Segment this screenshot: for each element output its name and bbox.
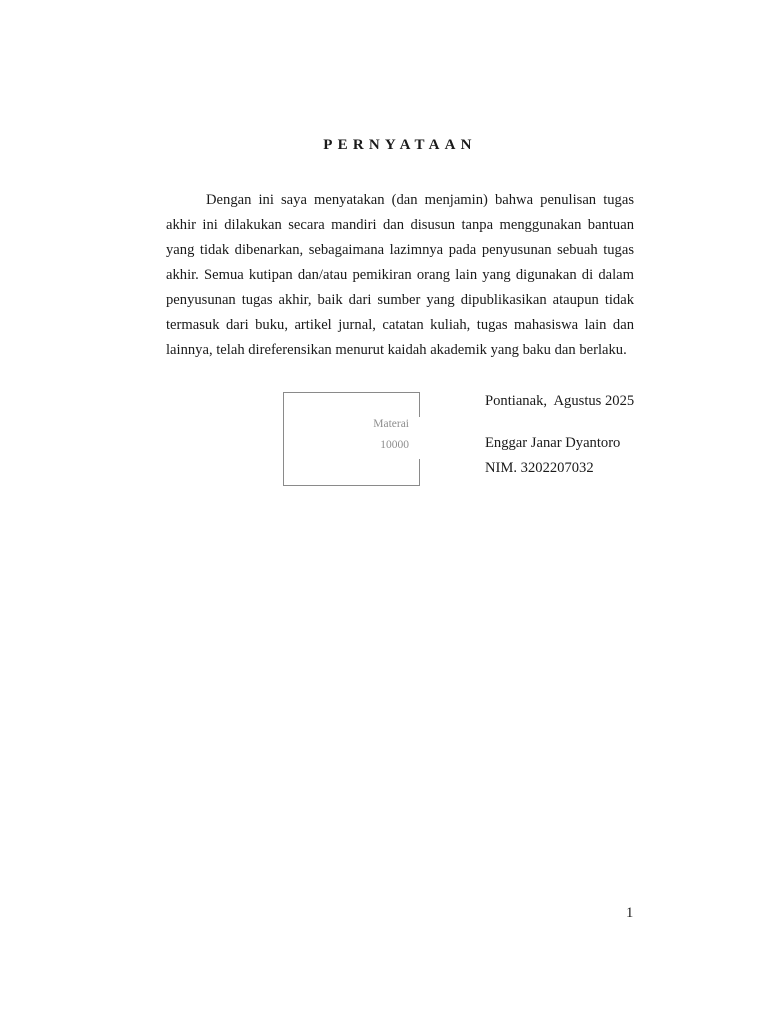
page-number: 1 (626, 905, 634, 921)
stamp-label: Materai (373, 418, 409, 430)
signer-name: Enggar Janar Dyantoro (485, 435, 621, 451)
stamp-box-gap (417, 417, 421, 459)
student-id: NIM. 3202207032 (485, 460, 594, 476)
place-and-date: Pontianak, Agustus 2025 (485, 393, 635, 409)
document-title: PERNYATAAN (323, 137, 477, 153)
stamp-value: 10000 (380, 439, 409, 451)
statement-paragraph: Dengan ini saya menyatakan (dan menjamin) bahwa penulisan tugas akhir ini dilakukan secara mandiri dan disusun tanpa menggunakan bantuan yang tidak dibenarkan, sebagaimana lazimnya pada penyusunan sebuah tugas akhir. Semua kutipan dan/atau pemikiran orang lain yang digunakan di dalam penyusunan tugas akhir, baik dari sumber yang dipublikasikan ataupun tidak termasuk dari buku, artikel jurnal, catatan kuliah, tugas mahasiswa lain dan lainnya, telah direferensikan menurut kaidah akademik yang baku dan berlaku. (166, 192, 634, 358)
stamp-placeholder-box (283, 392, 420, 486)
